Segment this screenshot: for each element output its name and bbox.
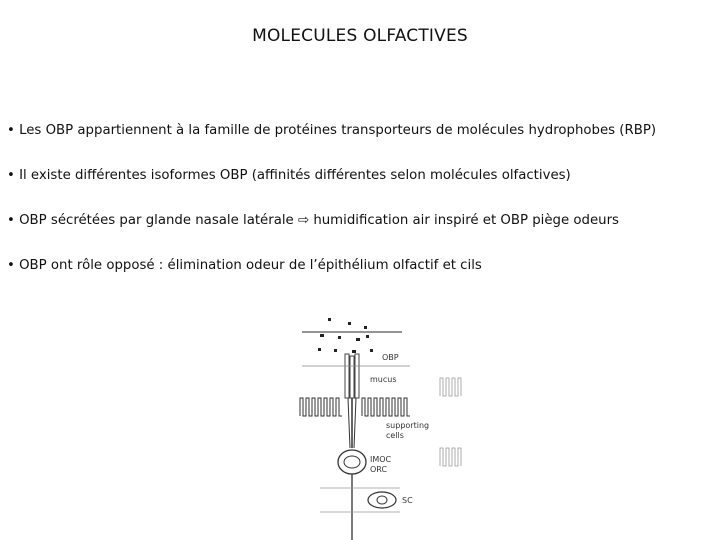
odor-molecule-dots (318, 318, 373, 353)
bullet-obp-elimination: • OBP ont rôle opposé : élimination odeur de l’épithélium olfactif et cils (7, 258, 482, 273)
label-obp: OBP (382, 353, 399, 362)
label-orc: ORC (370, 465, 388, 474)
stem-cell (368, 492, 396, 508)
label-imoc: IMOC (370, 455, 392, 464)
label-cells: cells (386, 431, 404, 440)
label-supporting: supporting (386, 421, 430, 430)
olfactory-epithelium-diagram (290, 316, 480, 540)
bullet-obp-secretion: • OBP sécrétées par glande nasale latérale ⇨ humidification air inspiré et OBP piège odeurs (7, 213, 619, 228)
cilia-bundle (345, 354, 359, 398)
supporting-cells-left (300, 398, 342, 416)
label-sc: SC (402, 496, 413, 505)
bullet-list (7, 122, 713, 275)
bullet-obp-family: • Les OBP appartiennent à la famille de protéines transporteurs de molécules hydrophobes (RBP) (7, 123, 657, 138)
supporting-cells-right (362, 398, 410, 416)
label-mucus: mucus (370, 375, 397, 384)
bullet-obp-isoforms: • Il existe différentes isoformes OBP (affinités différentes selon molécules olfactives) (7, 168, 571, 183)
receptor-neuron-body (338, 450, 366, 474)
slide-title: MOLECULES OLFACTIVES (252, 26, 468, 46)
